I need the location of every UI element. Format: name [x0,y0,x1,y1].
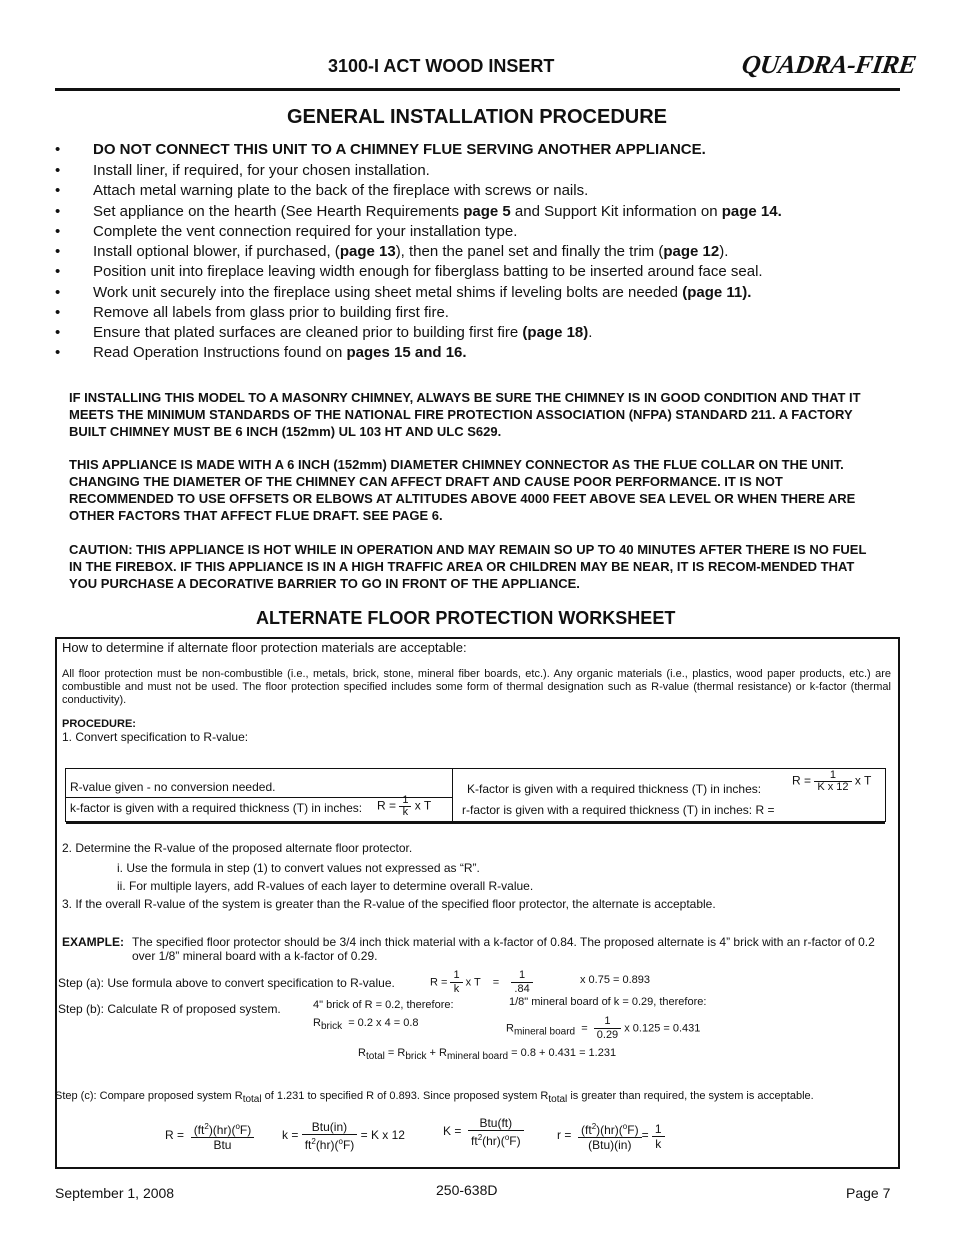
k-factor-right-cell: K-factor is given with a required thickness (T) in inches: [467,782,762,796]
bullet-text: Read Operation Instructions found on pages 15 and 16. [93,344,467,361]
bullet-text: Install liner, if required, for your chosen installation. [93,162,430,179]
warning-masonry: IF INSTALLING THIS MODEL TO A MASONRY CHIMNEY, ALWAYS BE SURE THE CHIMNEY IS IN GOOD CONDITION AND THAT IT MEETS THE MINIMUM STANDARDS OF THE NATIONAL FIRE PROTECTION ASSOCIATION (NFPA) STANDARD 211. A FACTORY BUILT CHIMNEY MUST BE 6 INCH (152mm) UL 103 HT AND ULC S629. [69,390,861,439]
bullet-text: DO NOT CONNECT THIS UNIT TO A CHIMNEY FLUE SERVING ANOTHER APPLIANCE. [93,141,706,158]
bullet-marker: • [55,223,61,240]
bullet-marker: • [55,243,61,260]
bullet-marker: • [55,304,61,321]
bullet-marker: • [55,344,61,361]
bullet-marker: • [55,141,61,158]
brand-logo: QUADRA-FIRE [740,50,918,79]
step-b: Step (b): Calculate R of proposed system. [58,1002,281,1016]
warning-caution: CAUTION: THIS APPLIANCE IS HOT WHILE IN OPERATION AND MAY REMAIN SO UP TO 40 MINUTES AFTER THERE IS NO FUEL IN THE FIREBOX. IF THIS APPLIANCE IS IN A HIGH TRAFFIC AREA OR CHILDREN MAY BE NEAR, IT IS RECOM-MENDED THAT YOU PURCHASE A DECORATIVE BARRIER TO GO IN FRONT OF THE APPLIANCE. [69,542,867,591]
footer-date: September 1, 2008 [55,1185,175,1201]
header-title: 3100-I ACT WOOD INSERT [328,56,555,76]
bullet-text: Ensure that plated surfaces are cleaned prior to building first fire (page 18). [93,324,593,341]
formula-r-small: r = $\frac{(ft^2)(hr)(^oF)}{\text{(Btu)(in)}}$ = $\frac{1}{k}$ [557,1120,665,1152]
step-c: Step (c): Compare proposed system $R_{total}$ of 1.231 to specified R of 0.893. Since proposed system $R_{total}$ is greater than required, the system is acceptable. [55,1090,814,1106]
brick-equation: $R_{brick} = 0.2$ x 4 = 0.8 [313,1017,419,1033]
bullet-marker: • [55,182,61,199]
mineral-equation: $R_{mineral board}$ = $\frac{1}{0.29}$ x 0.125 = 0.431 [506,1015,701,1041]
k-formula-right: R = $\frac{1}{\text{K x 12}}$ x T [792,769,872,793]
step-2: 2. Determine the R-value of the proposed alternate floor protector. [62,841,413,855]
step-1: 1. Convert specification to R-value: [62,730,249,744]
formula-k-large: K = $\frac{\text{Btu(ft)}}{ft^2(hr)(^oF)}$ [443,1116,524,1148]
bullet-text: Set appliance on the hearth (See Hearth Requirements page 5 and Support Kit information on page 14. [93,203,782,220]
bullet-text: Work unit securely into the fireplace using sheet metal shims if leveling bolts are needed (page 11). [93,284,752,301]
total-equation: $R_{total} = R_{brick} + R_{mineral board} = 0.8 + 0.431 = 1.231$ [358,1047,617,1063]
bullet-marker: • [55,324,61,341]
procedure-label: PROCEDURE: [62,718,136,730]
step-2ii: ii. For multiple layers, add R-values of each layer to determine overall R-value. [117,879,534,893]
example-label: EXAMPLE: [62,935,125,949]
bullet-marker: • [55,203,61,220]
formula-r: R = $\frac{(ft^2)(hr)(^oF)}{\text{Btu}}$ [165,1120,254,1152]
mineral-note: 1/8" mineral board of k = 0.29, therefore: [509,996,707,1008]
step-3: 3. If the overall R-value of the system is greater than the R-value of the specified floor protector, the alternate is acceptable. [62,897,716,911]
k-factor-left-cell: k-factor is given with a required thickness (T) in inches: [70,801,363,815]
bullet-marker: • [55,263,61,280]
bullet-text: Position unit into fireplace leaving width enough for fiberglass batting to be inserted around face seal. [93,263,763,280]
footer-page: Page 7 [846,1185,891,1201]
step-a-result: x 0.75 = 0.893 [580,974,651,986]
worksheet-paragraph: All floor protection must be non-combustible (i.e., metals, brick, stone, mineral fiber boards, etc.). Any organic materials (i.e., plastics, wood paper products, etc.) are combustible and must not be used. The floor protection specified includes some form of thermal designation such as R-value (thermal resistance) or k-factor (thermal conductivity). [62,668,891,706]
worksheet-intro: How to determine if alternate floor protection materials are acceptable: [62,640,467,655]
worksheet-title: ALTERNATE FLOOR PROTECTION WORKSHEET [256,608,676,628]
bullet-text: Complete the vent connection required for your installation type. [93,223,518,240]
bullet-text: Attach metal warning plate to the back of the fireplace with screws or nails. [93,182,589,199]
r-factor-cell: r-factor is given with a required thickness (T) in inches: R = [462,803,775,817]
warning-connector: THIS APPLIANCE IS MADE WITH A 6 INCH (152mm) DIAMETER CHIMNEY CONNECTOR AS THE FLUE COLLAR ON THE UNIT. CHANGING THE DIAMETER OF THE CHIMNEY CAN AFFECT DRAFT AND CAUSE POOR PERFORMANCE. IT IS NOT RECOMMENDED TO USE OFFSETS OR ELBOWS AT ALTITUDES ABOVE 4000 FEET ABOVE SEA LEVEL OR WHEN THERE ARE OTHER FACTORS THAT AFFECT FLUE DRAFT. SEE PAGE 6. [69,457,856,523]
page-title: GENERAL INSTALLATION PROCEDURE [286,106,667,128]
step-2i: i. Use the formula in step (1) to convert values not expressed as “R”. [117,861,480,875]
header-rule [55,88,900,91]
bullet-text: Install optional blower, if purchased, (page 13), then the panel set and finally the trim (page 12). [93,243,729,260]
k-formula-left: R = $\frac{1}{k}$ x T [377,794,432,818]
r-given-cell: R-value given - no conversion needed. [70,780,276,794]
bullet-text: Remove all labels from glass prior to building first fire. [93,304,449,321]
bullet-marker: • [55,284,61,301]
example-text: The specified floor protector should be 3/4 inch thick material with a k-factor of 0.84. The proposed alternate is 4” brick with an r-factor of 0.2 over 1/8” mineral board with a k-factor of 0.29. [132,935,875,963]
step-a-formula: R = $\frac{1}{k}$ x T = $\frac{1}{.84}$ [430,969,533,996]
step-a: Step (a): Use formula above to convert specification to R-value. [58,976,395,990]
formula-k-small: k = $\frac{\text{Btu(in)}}{ft^2(hr)(^oF)}$ = K x 12 [282,1120,405,1152]
bullet-marker: • [55,162,61,179]
footer-doc-number: 250-638D [436,1182,498,1198]
brick-note: 4" brick of R = 0.2, therefore: [313,999,454,1011]
